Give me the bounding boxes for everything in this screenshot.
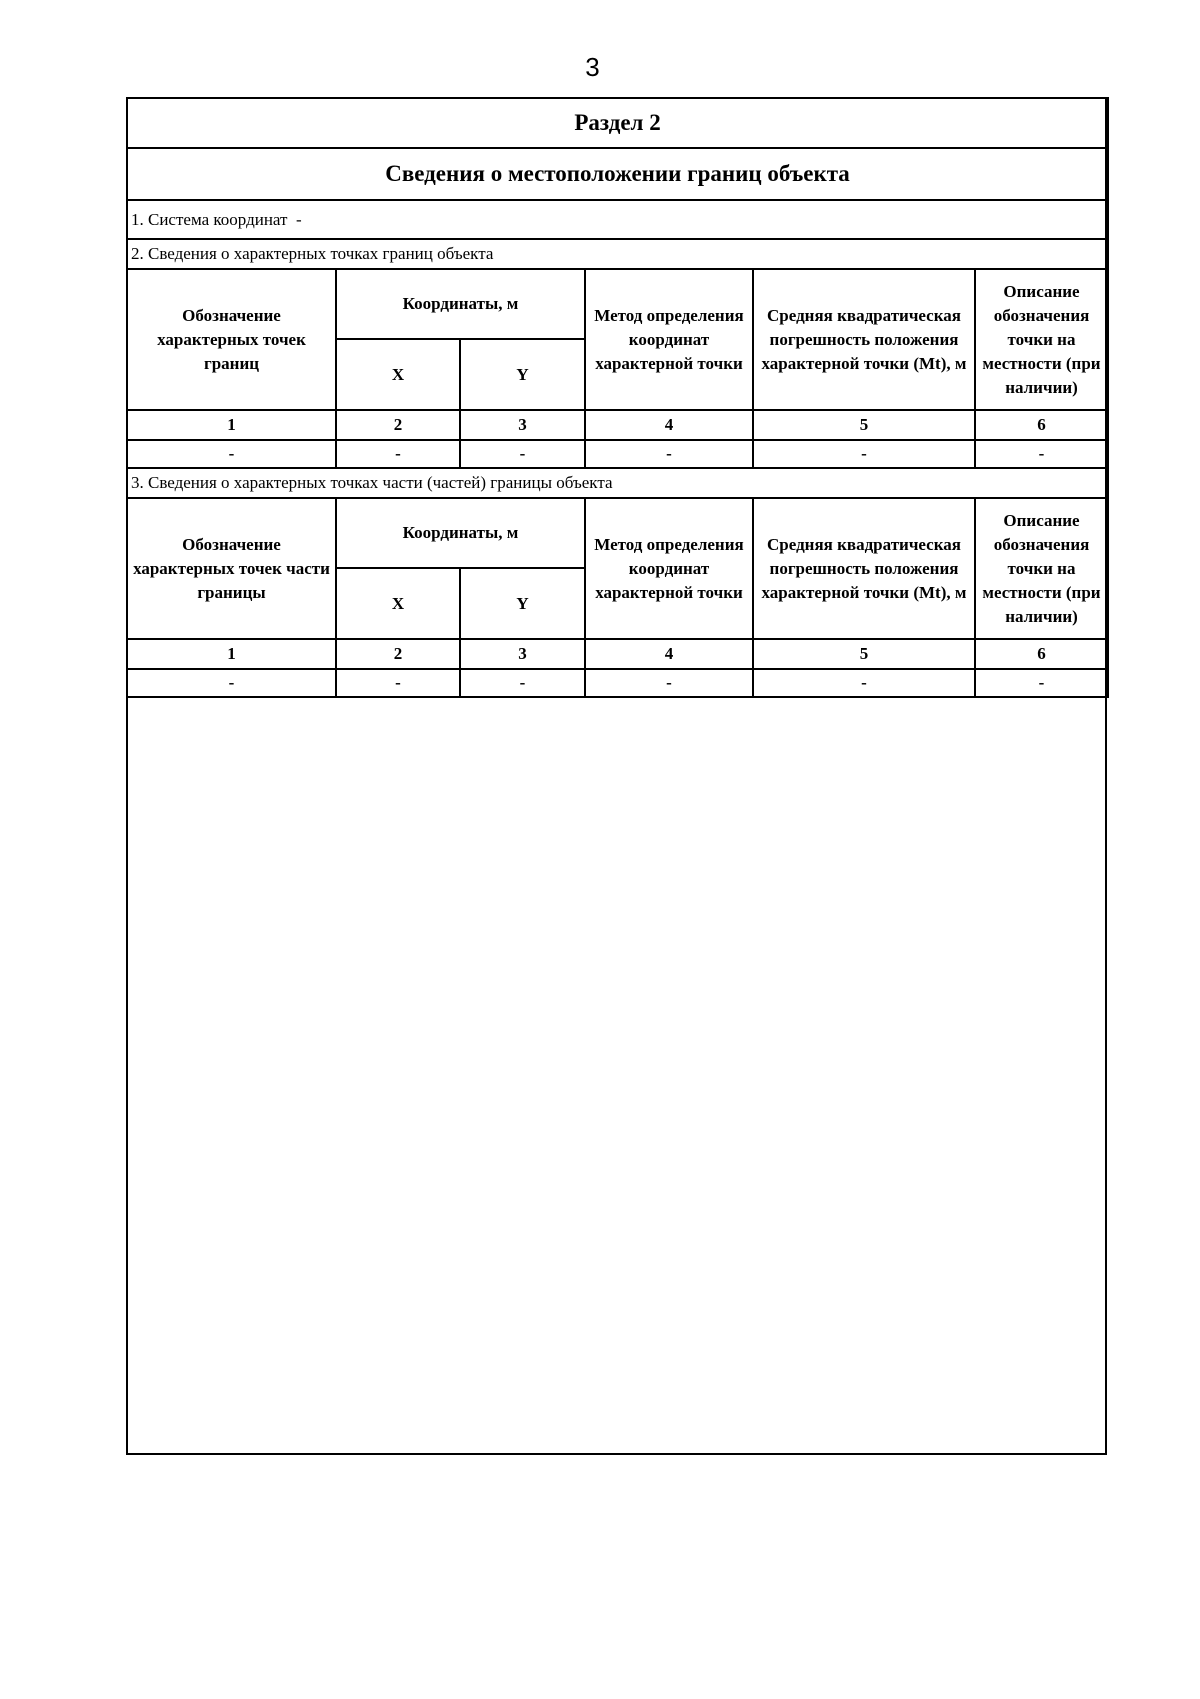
table1-header-designation: Обозначение характерных точек границ bbox=[127, 269, 336, 410]
table1-cell: - bbox=[585, 440, 753, 468]
table1-colnum: 4 bbox=[585, 410, 753, 440]
coordinate-system-row bbox=[127, 200, 1108, 239]
table-row bbox=[127, 440, 1108, 468]
table2-cell: - bbox=[127, 669, 336, 697]
table-row bbox=[127, 669, 1108, 697]
table2-colnum: 1 bbox=[127, 639, 336, 669]
table2-colnum: 4 bbox=[585, 639, 753, 669]
table2-cell: - bbox=[336, 669, 460, 697]
table1-header-error: Средняя квадратическая погрешность положения характерной точки (Mt), м bbox=[753, 269, 975, 410]
table1-header-description: Описание обозначения точки на местности (при наличии) bbox=[975, 269, 1108, 410]
table1-header-method: Метод определения координат характерной точки bbox=[585, 269, 753, 410]
coordinate-system-value: - bbox=[295, 209, 302, 229]
table1-colnum: 6 bbox=[975, 410, 1108, 440]
table2-colnum: 5 bbox=[753, 639, 975, 669]
table1-header-y: Y bbox=[460, 339, 585, 410]
table2-header-x: X bbox=[336, 568, 460, 639]
section-table bbox=[126, 97, 1109, 698]
table1-colnum: 2 bbox=[336, 410, 460, 440]
page-number: 3 bbox=[585, 52, 600, 82]
table2-cell: - bbox=[460, 669, 585, 697]
table1-colnum: 3 bbox=[460, 410, 585, 440]
table1-cell: - bbox=[460, 440, 585, 468]
table1-colnum: 1 bbox=[127, 410, 336, 440]
table2-colnum: 3 bbox=[460, 639, 585, 669]
table1-header-x: X bbox=[336, 339, 460, 410]
table2-caption: 3. Сведения о характерных точках части (частей) границы объекта bbox=[127, 468, 1108, 498]
table2-cell: - bbox=[585, 669, 753, 697]
table1-cell: - bbox=[127, 440, 336, 468]
section-subtitle: Сведения о местоположении границ объекта bbox=[127, 148, 1108, 200]
table1-header-coords: Координаты, м bbox=[336, 269, 585, 339]
table2-header-method: Метод определения координат характерной точки bbox=[585, 498, 753, 639]
table1-caption: 2. Сведения о характерных точках границ объекта bbox=[127, 239, 1108, 269]
table2-cell: - bbox=[975, 669, 1108, 697]
table1-cell: - bbox=[975, 440, 1108, 468]
table2-colnum: 6 bbox=[975, 639, 1108, 669]
table2-header-coords: Координаты, м bbox=[336, 498, 585, 568]
table2-colnum: 2 bbox=[336, 639, 460, 669]
table1-colnum: 5 bbox=[753, 410, 975, 440]
table2-header-description: Описание обозначения точки на местности (при наличии) bbox=[975, 498, 1108, 639]
section-title: Раздел 2 bbox=[127, 98, 1108, 148]
table1-cell: - bbox=[753, 440, 975, 468]
table2-header-error: Средняя квадратическая погрешность положения характерной точки (Mt), м bbox=[753, 498, 975, 639]
table2-header-designation: Обозначение характерных точек части границы bbox=[127, 498, 336, 639]
table1-cell: - bbox=[336, 440, 460, 468]
coordinate-system-label: 1. Система координат bbox=[131, 209, 288, 229]
table2-cell: - bbox=[753, 669, 975, 697]
table2-header-y: Y bbox=[460, 568, 585, 639]
